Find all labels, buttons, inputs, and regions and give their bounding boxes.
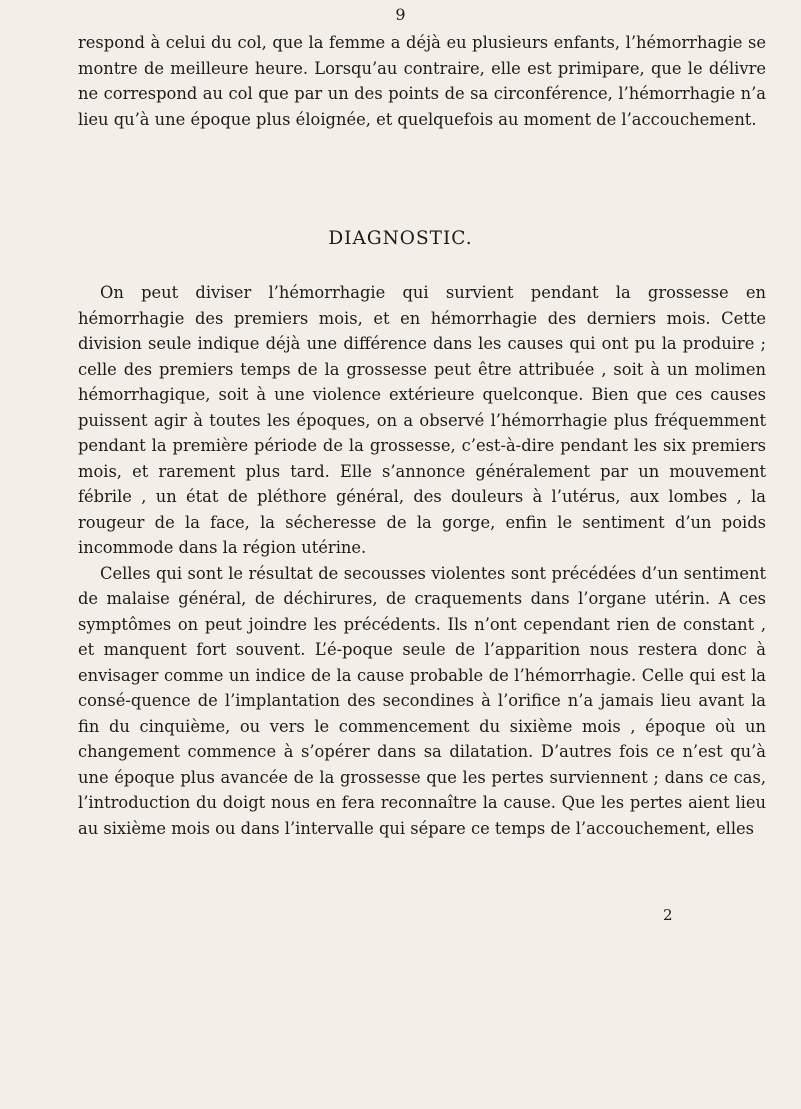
continuation-paragraph-block [78, 30, 766, 132]
page-number: 9 [395, 5, 406, 24]
section-heading: DIAGNOSTIC. [328, 228, 473, 249]
section-body [78, 280, 766, 841]
body-paragraph-2: Celles qui sont le résultat de secousses violentes sont précédées d’un sentiment de malaise général, de déchirures, de craquements dans l’organe utérin. A ces symptômes on peut joindre les précédents. Ils n’ont cependant rien de constant , et manquent fort souvent. L’é-poque seule de l’apparition nous restera donc à envisager comme un indice de la cause probable de l’hémorrhagie. Celle qui est la consé-quence de l’implantation des secondines à l’orifice n’a jamais lieu avant la fin du cinquième, ou vers le commencement du sixième mois , époque où un changement commence à s’opérer dans sa dilatation. D’autres fois ce n’est qu’à une époque plus avancée de la grossesse que les pertes surviennent ; dans ce cas, l’introduction du doigt nous en fera reconnaître la cause. Que les pertes aient lieu au sixième mois ou dans l’intervalle qui sépare ce temps de l’accouchement, elles [78, 563, 766, 838]
body-paragraph-1: On peut diviser l’hémorrhagie qui survient pendant la grossesse en hémorrhagie des premiers mois, et en hémorrhagie des derniers mois. Cette division seule indique déjà une différence dans les causes qui ont pu la produire ; celle des premiers temps de la grossesse peut être attribuée , soit à un molimen hémorrhagique, soit à une violence extérieure quelconque. Bien que ces causes puissent agir à toutes les époques, on a observé l’hémorrhagie plus fréquemment pendant la première période de la grossesse, c’est-à-dire pendant les six premiers mois, et rarement plus tard. Elle s’annonce généralement par un mouvement fébrile , un état de pléthore général, des douleurs à l’utérus, aux lombes , la rougeur de la face, la sécheresse de la gorge, enfin le sentiment d’un poids incommode dans la région utérine. [78, 283, 766, 557]
continuation-paragraph: respond à celui du col, que la femme a déjà eu plusieurs enfants, l’hémorrhagie se montre de meilleure heure. Lorsqu’au contraire, elle est primipare, que le délivre ne correspond au col que par un des points de sa circonférence, l’hémorrhagie n’a lieu qu’à une époque plus éloignée, et quelquefois au moment de l’accouchement. [78, 33, 766, 129]
signature-mark: 2 [663, 906, 673, 924]
